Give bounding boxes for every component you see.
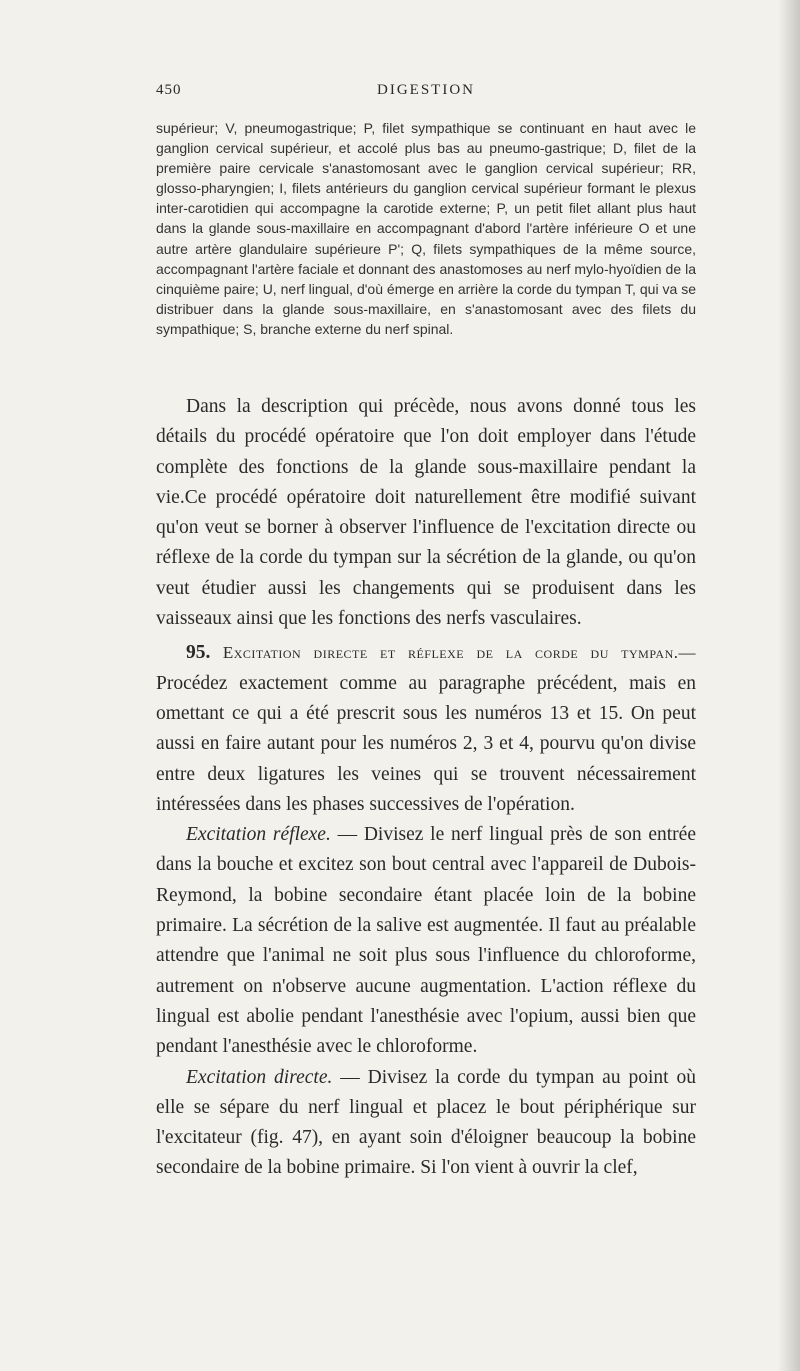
section-number: 95. bbox=[186, 642, 211, 664]
reflex-excitation-title: Excitation réflexe. bbox=[186, 824, 331, 846]
page-number: 450 bbox=[156, 82, 182, 98]
direct-excitation-paragraph bbox=[156, 1063, 696, 1184]
section-heading: Excitation directe et réflexe de la corde du tympan.— bbox=[222, 643, 696, 663]
page-header bbox=[156, 82, 696, 106]
section-text: Procédez exactement comme au paragraphe précédent, mais en omettant ce qui a été prescrit sous les numéros 13 et 15. On peut aussi en faire autant pour les numéros 2, 3 et 4, pourvu qu'on divise entre deux ligatures les veines qui se trouvent nécessairement intéressées dans les phases successives de l'opération. bbox=[156, 672, 696, 815]
running-head: DIGESTION bbox=[377, 82, 475, 98]
main-text bbox=[156, 392, 696, 1184]
direct-excitation-title: Excitation directe. bbox=[186, 1066, 333, 1088]
section-95-paragraph bbox=[156, 638, 696, 820]
reflex-excitation-text: — Divisez le nerf lingual près de son entrée dans la bouche et excitez son bout central avec l'appareil de Dubois-Reymond, la bobine secondaire étant placée loin de la bobine primaire. La sécrétion de la salive est augmentée. Il faut au préalable attendre que l'animal ne soit plus sous l'influence du chloroforme, autrement on n'observe aucune augmentation. L'action réflexe du lingual est abolie pendant l'anesthésie avec l'opium, aussi bien que pendant l'anesthésie avec le chloroforme. bbox=[156, 824, 696, 1058]
reflex-excitation-paragraph bbox=[156, 820, 696, 1062]
intro-paragraph: Dans la description qui précède, nous avons donné tous les détails du procédé opératoire que l'on doit employer dans l'étude complète des fonctions de la glande sous-maxillaire pendant la vie.Ce procédé opératoire doit naturellement être modifié suivant qu'on veut se borner à observer l'influence de l'excitation directe ou réflexe de la corde du tympan sur la sécrétion de la glande, ou qu'on veut étudier aussi les changements qui se produisent dans les vaisseaux ainsi que les fonctions des nerfs vasculaires. bbox=[156, 396, 696, 630]
figure-legend-continuation: supérieur; V, pneumogastrique; P, filet sympathique se continuant en haut avec le ganglion cervical supérieur, et accolé plus bas au pneumo-gastrique; D, filet de la première paire cervicale s'anastomosant avec le ganglion cervical supérieur; RR, glosso-pharyngien; I, filets antérieurs du ganglion cervical supérieur formant le plexus inter-carotidien qui accompagne la carotide externe; P, un petit filet allant plus haut dans la glande sous-maxillaire en accompagnant d'abord l'artère inférieure O et une autre artère glandulaire supérieure P'; Q, filets sympathiques de la même source, accompagnant l'artère faciale et donnant des anastomoses au nerf mylo-hyoïdien de la cinquième paire; U, nerf lingual, d'où émerge en arrière la corde du tympan T, qui va se distribuer dans la glande sous-maxillaire, en s'anastomosant avec des filets du sympathique; S, branche externe du nerf spinal. bbox=[156, 120, 696, 337]
direct-excitation-text: — Divisez la corde du tympan au point où elle se sépare du nerf lingual et placez le bout périphérique sur l'excitateur (fig. 47), en ayant soin d'éloigner beaucoup la bobine secondaire de la bobine primaire. Si l'on vient à ouvrir la clef, bbox=[156, 1066, 696, 1179]
page-edge-shadow bbox=[778, 0, 800, 1371]
